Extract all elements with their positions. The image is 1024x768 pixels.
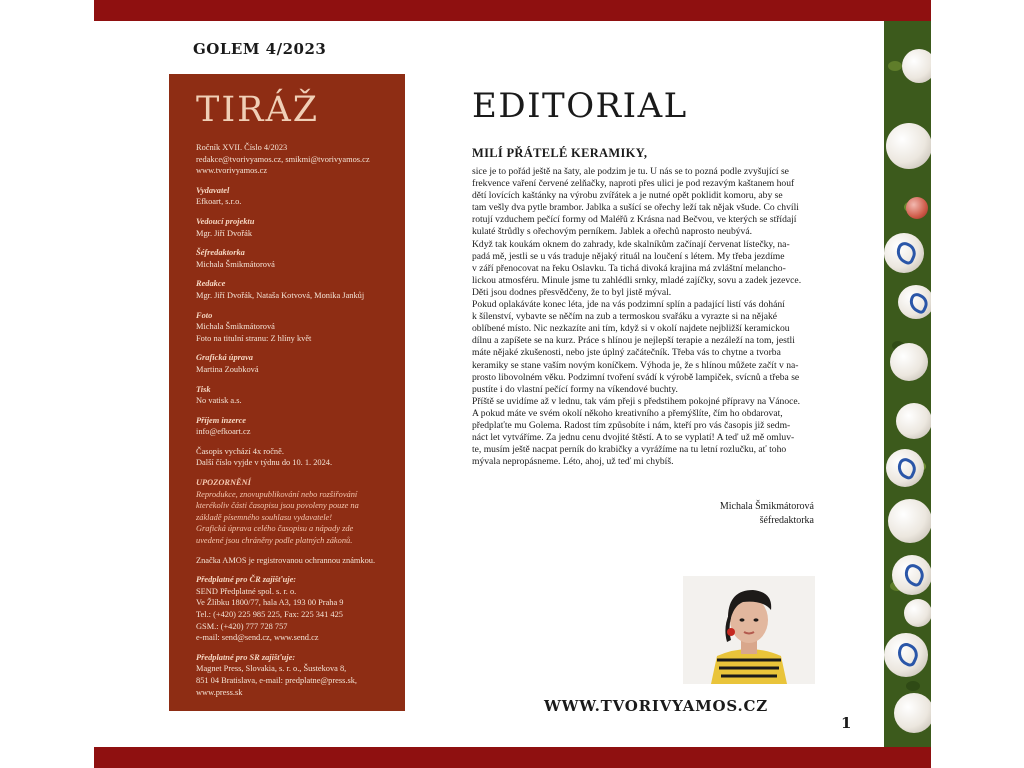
editorial-line: dětí lovících kaštánky na výrobu zvířátek a je nutné opět poklidit komoru, aby se <box>472 190 783 202</box>
ornament-ball <box>898 285 931 319</box>
editorial-line: oblíbené místo. Nic nezkazíte ani tím, když si v okolí najdete nejbližší keramickou <box>472 323 790 335</box>
editorial-staff-block <box>196 278 391 301</box>
warning-line: základě písemného souhlasu vydavatele! <box>196 512 333 522</box>
trademark-note <box>196 555 391 567</box>
signature-name: Michala Šmikmátorová <box>719 501 814 512</box>
block-value: Foto na titulní stranu: Z hlíny květ <box>196 333 312 343</box>
warning-line: uvedené jsou chráněny podle platných zákonů. <box>196 536 353 546</box>
ornament-ball <box>906 197 928 219</box>
editorial-line: tam vešly dva pytle brambor. Jablka a sušící se ořechy leží tak nějak všude. Co chvíli <box>472 202 799 214</box>
block-value: 851 04 Bratislava, e-mail: predplatne@press.sk, <box>196 675 357 685</box>
page-number: 1 <box>841 714 852 732</box>
intro-line: Ročník XVII. Číslo 4/2023 <box>196 143 288 152</box>
signature-role: šéfredaktorka <box>759 515 814 526</box>
masthead-intro <box>196 142 391 177</box>
editorial-line: te, musím ještě nacpat perník do krabičky a vyrážíme na tu letní rozlučku, ať toho <box>472 444 787 456</box>
schedule-line: Další číslo vyjde v týdnu do 10. 1. 2024. <box>196 458 333 468</box>
advertising-block <box>196 415 391 438</box>
ornament-ball <box>884 633 928 677</box>
ornament-ball <box>894 693 931 733</box>
masthead-sidebar <box>169 74 405 711</box>
block-value: No vatisk a.s. <box>196 396 242 406</box>
subscription-sk-block <box>196 652 391 698</box>
editorial-line: dílnu a zapíšete se na kurz. Práce s hlínou je nejlepší terapie a nezáleží na tom, jestli <box>472 335 795 347</box>
ornament-ball <box>886 123 931 169</box>
block-value: info@efkoart.cz <box>196 427 251 437</box>
editorial-line: máte nějaké zkušenosti, nebo jste úplný začátečník. Třeba vás to chytne a tvorba <box>472 347 781 359</box>
editorial-line: keramiky se stane vaším novým koníčkem. Výhoda je, že s hlínou můžete začít v na- <box>472 359 799 371</box>
ornament-ball <box>890 343 928 381</box>
print-block <box>196 384 391 407</box>
editorial-body <box>472 166 814 468</box>
block-label: Předplatné pro SR zajišťuje: <box>196 652 296 662</box>
ornament-ball <box>902 49 931 83</box>
editorial-title: EDITORIAL <box>472 86 688 126</box>
issue-label: GOLEM 4/2023 <box>193 40 327 58</box>
publisher-block <box>196 185 391 208</box>
masthead-title: TIRÁŽ <box>196 90 320 130</box>
portrait-illustration <box>683 576 815 684</box>
block-label: Předplatné pro ČR zajišťuje: <box>196 575 297 585</box>
block-value: Magnet Press, Slovakia, s. r. o., Šustekova 8, <box>196 664 347 674</box>
ornament-ball <box>896 403 931 439</box>
block-value: Efkoart, s.r.o. <box>196 197 242 207</box>
block-value: Michala Šmikmátorová <box>196 322 275 332</box>
block-value: Tel.: (+420) 225 985 225, Fax: 225 341 425 <box>196 610 343 619</box>
editorial-line: mývala nepropásneme. Léto, ahoj, už teď mi chybíš. <box>472 456 674 468</box>
ornament-ball <box>884 233 924 273</box>
editor-portrait-photo <box>683 576 815 684</box>
warning-label: UPOZORNĚNÍ <box>196 478 251 488</box>
block-label: Grafická úprava <box>196 353 253 363</box>
block-value: e-mail: send@send.cz, www.send.cz <box>196 633 319 643</box>
editorial-line: předplaťte mu Golema. Radost tím způsobíte i nám, kteří pro vás časopis již sedm- <box>472 419 791 431</box>
trademark-line: Značka AMOS je registrovanou ochrannou známkou. <box>196 555 376 565</box>
block-value: www.press.sk <box>196 687 243 697</box>
ornament-ball <box>892 555 931 595</box>
intro-line: www.tvorivyamos.cz <box>196 166 268 176</box>
editorial-line: Pokud oplakáváte konec léta, jde na vás podzimní splín a padající listí vás dohání <box>472 299 785 311</box>
editor-in-chief-block <box>196 247 391 270</box>
graphic-design-block <box>196 352 391 375</box>
ornament-ball <box>886 449 924 487</box>
block-value: Ve Žlíbku 1800/77, hala A3, 193 00 Praha 9 <box>196 598 344 608</box>
block-label: Tisk <box>196 384 211 394</box>
block-value: Mgr. Jiří Dvořák, Nataša Kotvová, Monika Jankůj <box>196 290 365 300</box>
editorial-line: Když tak koukám oknem do zahrady, kde skalníkům začínají červenat lístečky, na- <box>472 238 790 250</box>
subscription-cz-block <box>196 574 391 644</box>
warning-line: kterékoliv části časopisu jsou povoleny pouze na <box>196 501 359 511</box>
ornament-ball <box>888 499 931 543</box>
editorial-line: A pokud máte ve svém okolí někoho kreativního a přemýšlíte, čím ho obdarovat, <box>472 407 783 419</box>
editorial-line: k šílenství, vybavte se něčím na zub a termoskou svařáku a vyrazte si na nějaké <box>472 311 778 323</box>
ornament-ball <box>904 599 931 627</box>
block-label: Šéfredaktorka <box>196 248 245 258</box>
warning-line: Grafická úprava celého časopisu a nápady zde <box>196 524 354 534</box>
website-link[interactable]: WWW.TVORIVYAMOS.CZ <box>544 697 769 715</box>
moss-ornament-strip <box>884 21 931 747</box>
editorial-line: pustíte i do vlastní pečící formy na víkendové buchty. <box>472 383 678 395</box>
block-value: SEND Předplatné spol. s. r. o. <box>196 586 297 596</box>
block-value: Mgr. Jiří Dvořák <box>196 228 253 238</box>
block-label: Foto <box>196 310 213 320</box>
project-lead-block <box>196 216 391 239</box>
editorial-line: prosto libovolném věku. Podzimní tvoření svádí k výrobě lampiček, svícnů a třeba se <box>472 371 800 383</box>
block-value: Michala Šmikmátorová <box>196 259 275 269</box>
editorial-line: Děti jsou dodnes přesvědčeny, že to byl jistě mýval. <box>472 286 672 298</box>
editorial-line: sice je to pořád ještě na šaty, ale podzim je tu. U nás se to pozná podle zvyšující se <box>472 166 789 177</box>
editorial-line: kulaté štrůdly s ořechovým perníkem. Jablek a ořechů naprosto neubývá. <box>472 226 753 238</box>
bottom-red-bar <box>94 747 931 768</box>
editorial-line: v září přenocovat na řeku Oslavku. Ta tichá divoká krajina má zvláštní melancho- <box>472 262 786 274</box>
editorial-line: rotují vzduchem pečící formy od Maléřů z Krásna nad Bečvou, ve kterých se střídají <box>472 214 797 226</box>
warning-line: Reprodukce, znovupublikování nebo rozšiřování <box>196 489 358 499</box>
schedule-block <box>196 446 391 469</box>
photo-credits-block <box>196 310 391 345</box>
block-value: GSM.: (+420) 777 728 757 <box>196 621 288 631</box>
block-label: Redakce <box>196 279 226 289</box>
block-value: Martina Zoubková <box>196 364 259 374</box>
editorial-line: padá mě, jestli se u vás traduje nějaký rituál na loučení s létem. My třeba jezdíme <box>472 250 785 262</box>
editorial-line: Příště se uvidíme až v lednu, tak vám přeji s předstihem pokojné přípravy na Vánoce. <box>472 395 801 407</box>
block-label: Vydavatel <box>196 185 230 195</box>
editorial-line: náct let vytváříme. Za jednu cenu dvojité štěstí. A to se vyplatí! A teď už mě omluv- <box>472 432 795 444</box>
top-red-bar <box>94 0 931 21</box>
editorial-line: lickou atmosféru. Minule jsme tu zahlédli srnky, mladé zajíčky, sovu a zadek jezevce. <box>472 274 802 286</box>
intro-line: redakce@tvorivyamos.cz, smikmi@tvorivyamos.cz <box>196 154 370 164</box>
schedule-line: Časopis vychází 4x ročně. <box>196 446 284 456</box>
editorial-greeting: MILÍ PŘÁTELÉ KERAMIKY, <box>472 146 648 160</box>
block-label: Příjem inzerce <box>196 415 247 425</box>
warning-block <box>196 477 391 547</box>
block-label: Vedoucí projektu <box>196 216 255 226</box>
editorial-line: frekvence vaření červené zelňačky, naproti přes ulici je pod rezavým kaštanem houf <box>472 178 795 190</box>
